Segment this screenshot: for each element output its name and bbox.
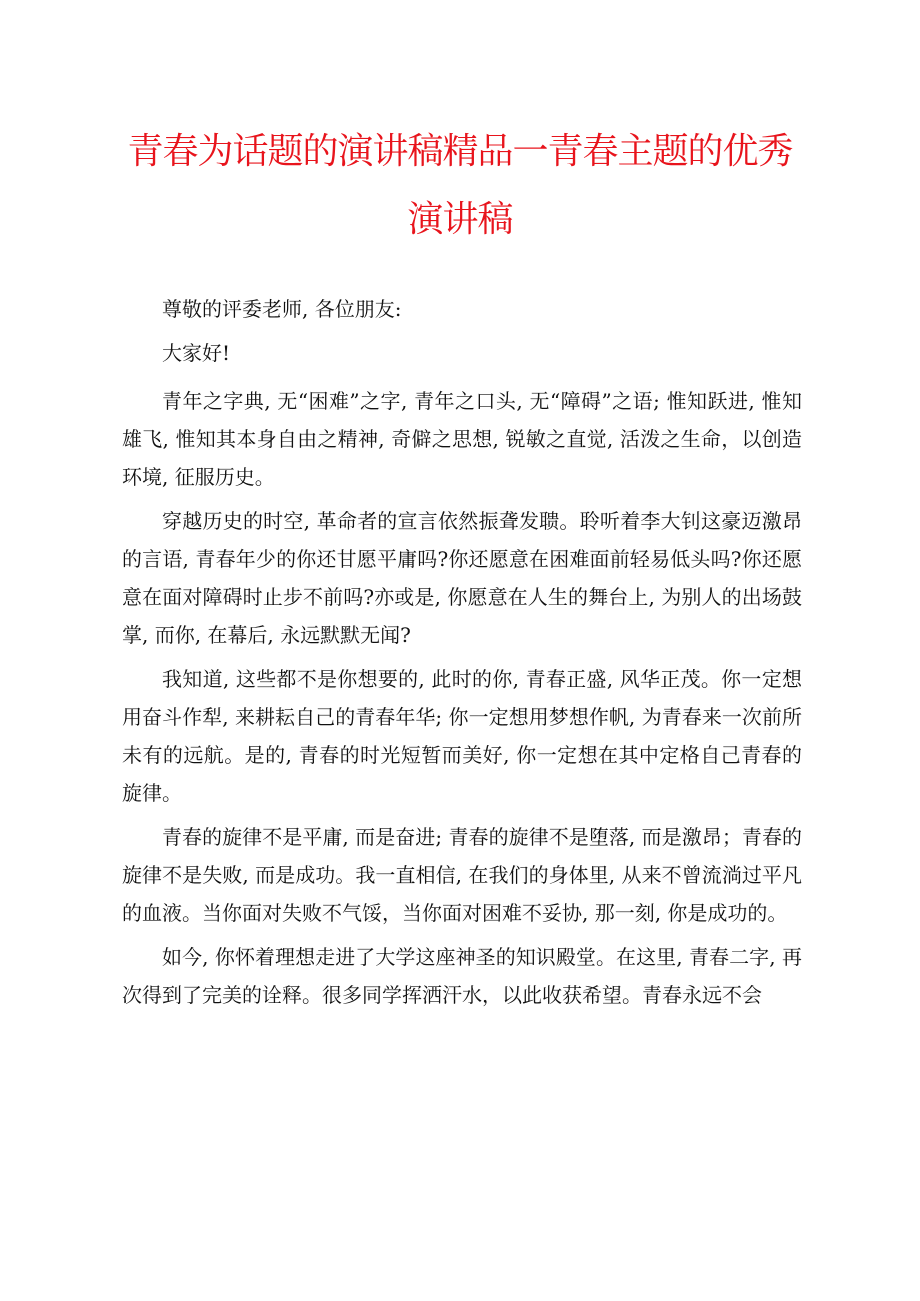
body-paragraph: 如今, 你怀着理想走进了大学这座神圣的知识殿堂。在这里, 青春二字, 再次得到了完美的诠释。很多同学挥洒汗水，以此收获希望。青春永远不会 bbox=[122, 945, 802, 1007]
body-paragraph: 我知道, 这些都不是你想要的, 此时的你, 青春正盛, 风华正茂。你一定想用奋斗作犁, 来耕耘自己的青春年华; 你一定想用梦想作帆, 为青春来一次前所未有的远航。是的, 青春的时光短暂而美好, 你一定想在其中定格自己青春的旋律。 bbox=[122, 667, 802, 805]
body-paragraph: 穿越历史的时空, 革命者的宣言依然振聋发聩。聆听着李大钊这豪迈激昂的言语, 青春年少的你还甘愿平庸吗?你还愿意在困难面前轻易低头吗?你还愿意在面对障碍时止步不前吗?亦或是, 你愿意在人生的舞台上, 为别人的出场鼓掌, 而你, 在幕后, 永远默默无闻? bbox=[122, 509, 802, 647]
document-title-line-2: 演讲稿 bbox=[407, 199, 513, 240]
document-body bbox=[122, 290, 802, 1014]
salutation-paragraph: 尊敬的评委老师, 各位朋友: bbox=[162, 297, 402, 321]
body-paragraph: 青年之字典, 无“困难”之字, 青年之口头, 无“障碍”之语; 惟知跃进, 惟知雄飞, 惟知其本身自由之精神, 奇僻之思想, 锐敏之直觉, 活泼之生命，以创造环境, 征服历史。 bbox=[122, 389, 802, 489]
greeting-paragraph: 大家好! bbox=[162, 341, 231, 365]
body-paragraph: 青春的旋律不是平庸, 而是奋进; 青春的旋律不是堕落, 而是激昂；青春的旋律不是失败, 而是成功。我一直相信, 在我们的身体里, 从来不曾流淌过平凡的血液。当你面对失败不气馁，当你面对困难不妥协, 那一刻, 你是成功的。 bbox=[122, 825, 802, 925]
document-title-line-1: 青春为话题的演讲稿精品一青春主题的优秀 bbox=[127, 131, 793, 172]
